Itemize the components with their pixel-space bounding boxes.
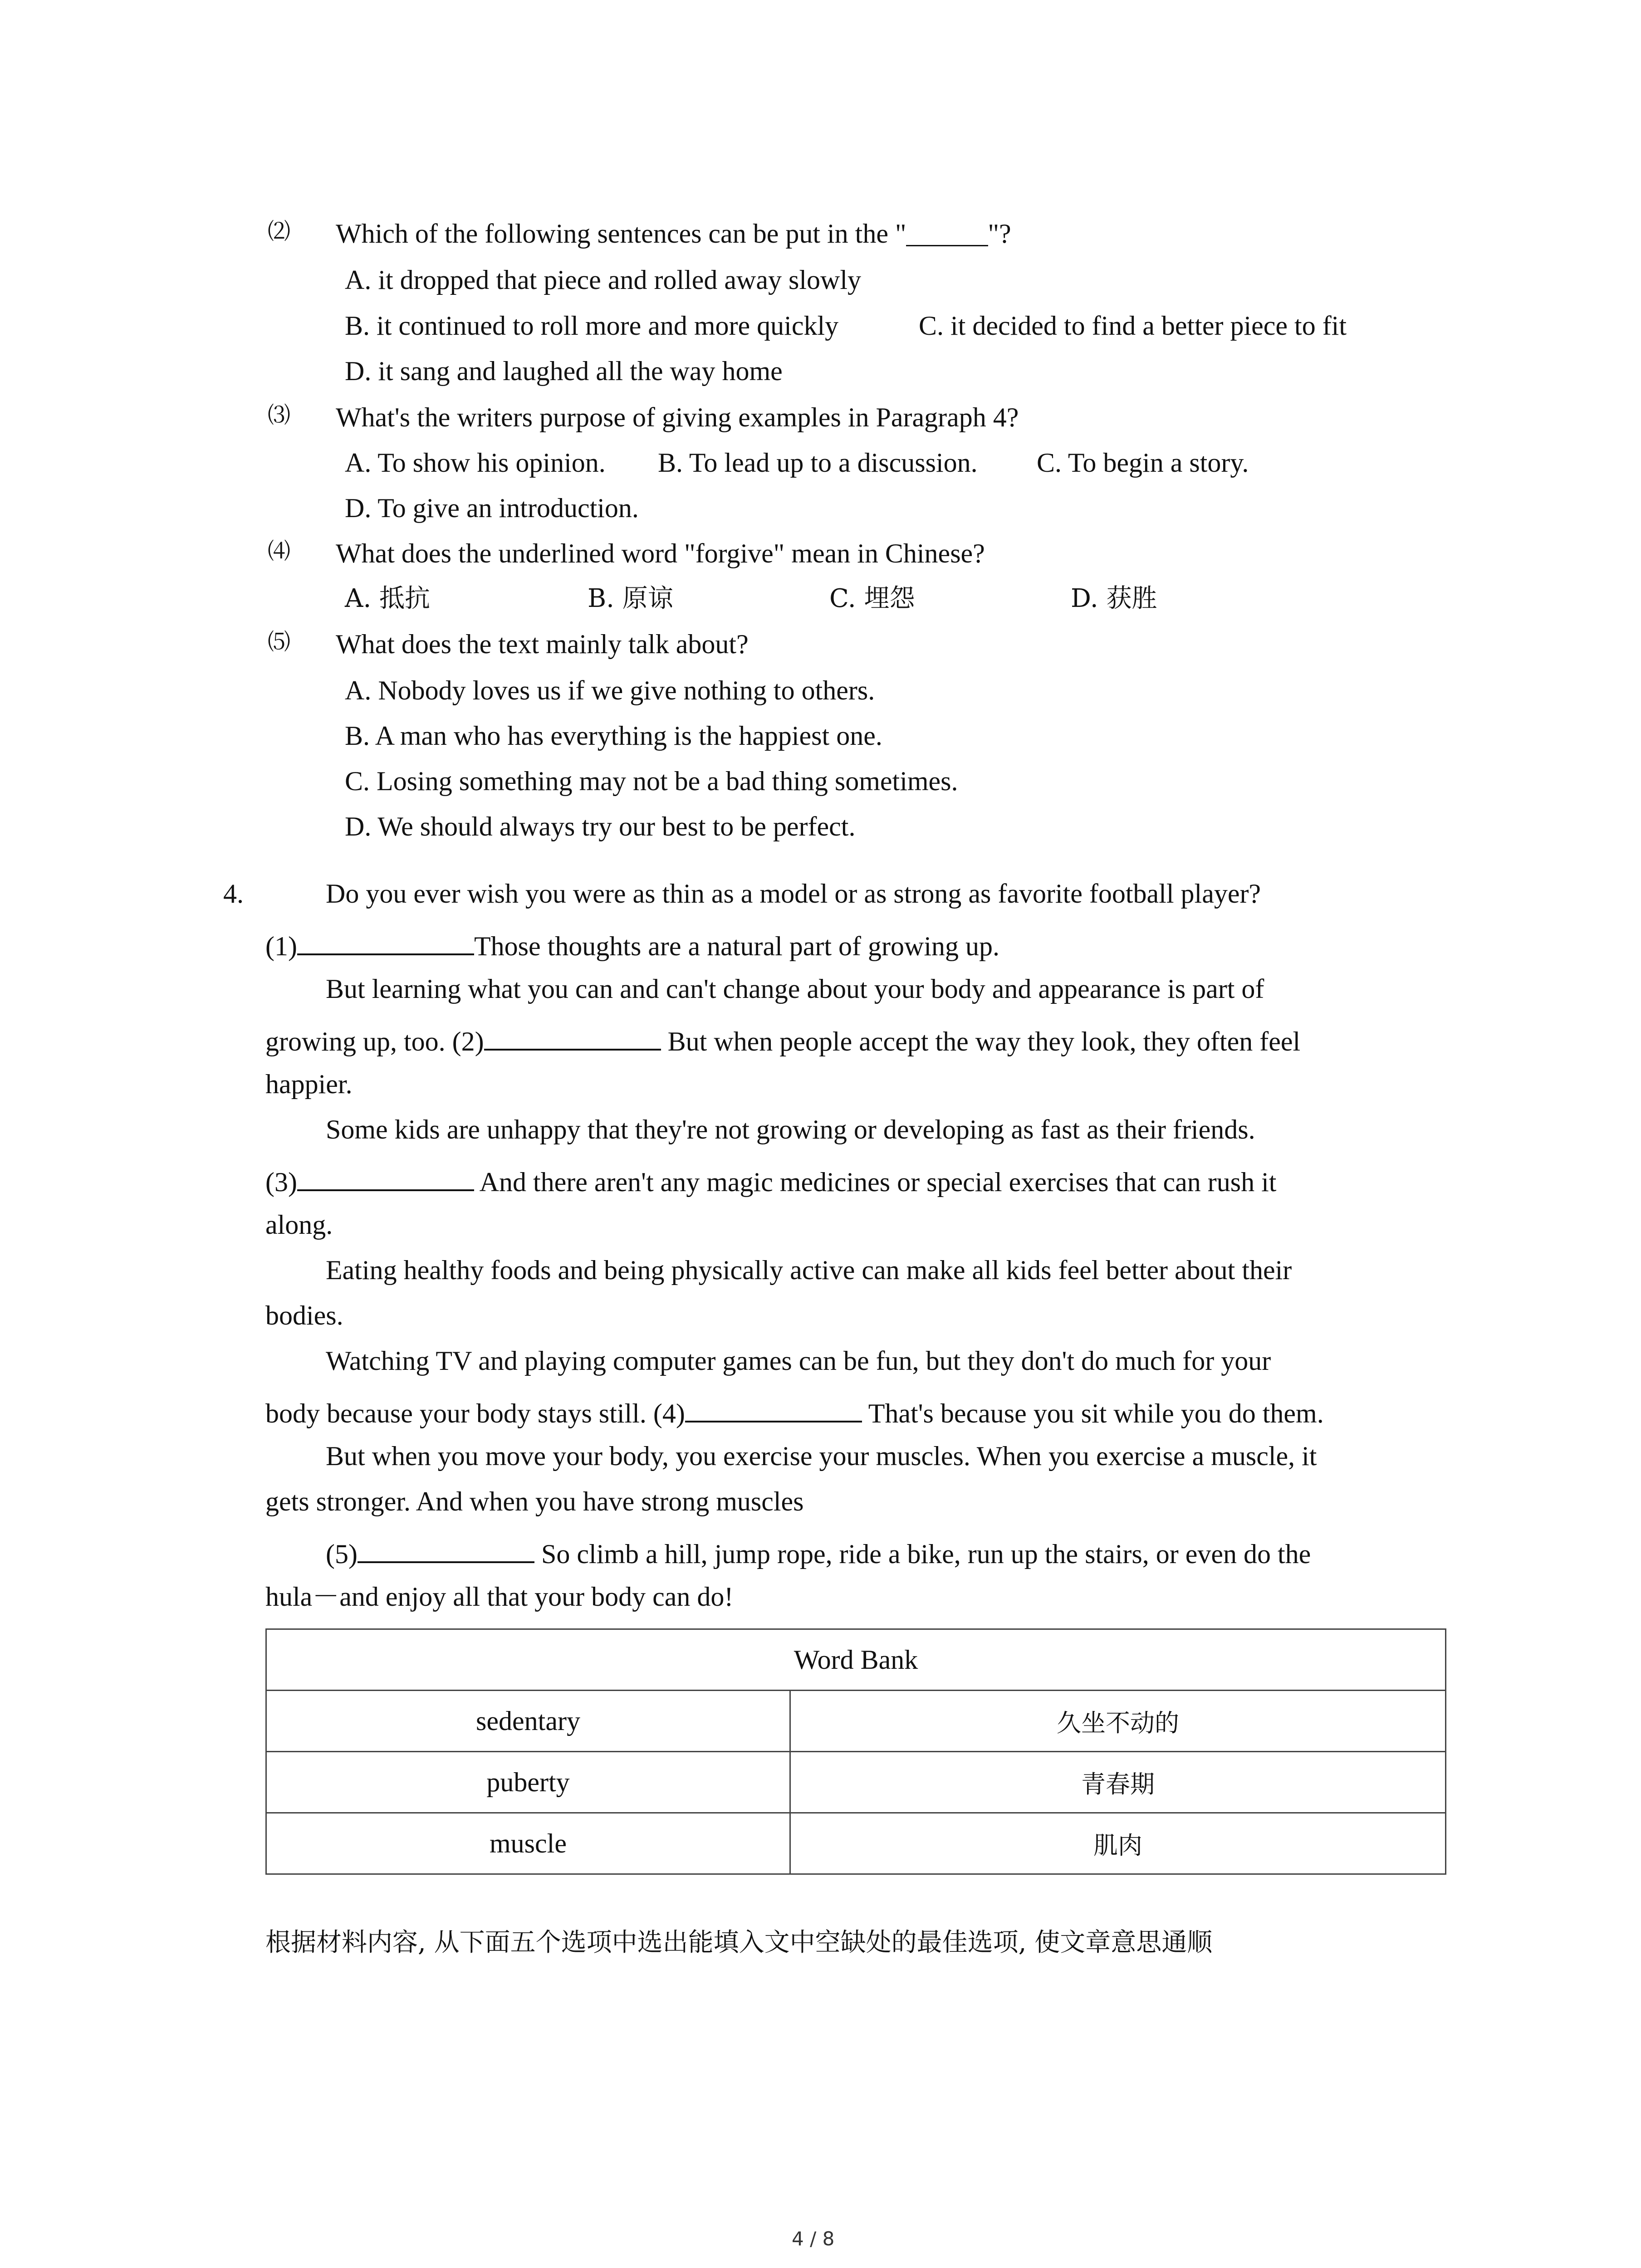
passage-text: That's because you sit while you do them. (862, 1398, 1324, 1428)
subquestion-number: ⑵ (268, 218, 290, 244)
passage-line: happier. (265, 1069, 353, 1099)
option-c: C. Losing something may not be a bad thing sometimes. (345, 766, 958, 796)
passage-line: Eating healthy foods and being physically active can make all kids feel better about their (326, 1255, 1292, 1285)
answer-blank[interactable] (297, 1166, 474, 1191)
passage-line: But when you move your body, you exercise your muscles. When you exercise a muscle, it (326, 1441, 1317, 1471)
word-en: muscle (266, 1813, 790, 1874)
passage-line: gets stronger. And when you have strong muscles (265, 1486, 804, 1516)
subquestion-stem: What does the underlined word "forgive" mean in Chinese? (336, 538, 985, 568)
word-zh: 肌肉 (790, 1813, 1446, 1874)
blank-label: (3) (265, 1167, 297, 1197)
blank-label: (1) (265, 931, 297, 961)
blank-label: (5) (326, 1539, 358, 1569)
option-d: D. We should always try our best to be perfect. (345, 811, 856, 841)
passage-line: hula－and enjoy all that your body can do! (265, 1582, 734, 1612)
table-row (266, 1813, 1446, 1874)
option-b: B. it continued to roll more and more quickly (345, 311, 839, 341)
passage-line (265, 1397, 1324, 1427)
passage-line: Do you ever wish you were as thin as a model or as strong as favorite football player? (326, 879, 1261, 909)
table-row (266, 1691, 1446, 1752)
question-number: 4. (223, 879, 244, 909)
option-a: A. 抵抗 (345, 584, 431, 613)
table-row (266, 1752, 1446, 1813)
passage-line (265, 1166, 1276, 1196)
option-a: A. To show his opinion. (345, 448, 606, 478)
subquestion-number: ⑸ (268, 629, 290, 655)
passage-text: body because your body stays still. (4) (265, 1398, 685, 1428)
word-zh: 久坐不动的 (790, 1691, 1446, 1752)
option-b: B. 原谅 (588, 584, 673, 613)
passage-text: So climb a hill, jump rope, ride a bike, run up the stairs, or even do the (534, 1539, 1311, 1569)
answer-blank[interactable] (484, 1025, 661, 1051)
passage-line (265, 1025, 1300, 1055)
option-d: D. To give an introduction. (345, 493, 639, 523)
word-en: puberty (266, 1752, 790, 1813)
passage-line: along. (265, 1210, 333, 1240)
passage-line (326, 1538, 1311, 1568)
option-c: C. To begin a story. (1037, 448, 1249, 478)
subquestion-stem: Which of the following sentences can be put in the "______"? (336, 219, 1011, 249)
word-bank-table (265, 1628, 1446, 1875)
subquestion-number: ⑶ (268, 402, 290, 428)
word-zh: 青春期 (790, 1752, 1446, 1813)
instruction-text: 根据材料内容, 从下面五个选项中选出能填入文中空缺处的最佳选项, 使文章意思通顺 (265, 1928, 1213, 1957)
subquestion-stem: What's the writers purpose of giving examples in Paragraph 4? (336, 402, 1019, 432)
subquestion-stem: What does the text mainly talk about? (336, 629, 749, 659)
passage-line: But learning what you can and can't change about your body and appearance is part of (326, 974, 1264, 1004)
passage-line: Some kids are unhappy that they're not growing or developing as fast as their friends. (326, 1114, 1255, 1144)
page-number: 4 / 8 (792, 2228, 835, 2250)
answer-blank[interactable] (685, 1397, 862, 1422)
option-b: B. To lead up to a discussion. (658, 448, 978, 478)
passage-text: growing up, too. (2) (265, 1026, 484, 1056)
option-c: C. it decided to find a better piece to fit (919, 311, 1347, 341)
passage-text: And there aren't any magic medicines or special exercises that can rush it (474, 1167, 1277, 1197)
option-a: A. it dropped that piece and rolled away slowly (345, 265, 862, 295)
word-bank-title: Word Bank (266, 1629, 1446, 1691)
option-d: D. 获胜 (1071, 584, 1157, 613)
option-c: C. 埋怨 (829, 584, 915, 613)
option-b: B. A man who has everything is the happiest one. (345, 721, 882, 751)
passage-text: But when people accept the way they look, they often feel (661, 1026, 1301, 1056)
answer-blank[interactable] (358, 1538, 534, 1563)
answer-blank[interactable] (297, 930, 474, 955)
passage-text: Those thoughts are a natural part of growing up. (474, 931, 999, 961)
passage-line: bodies. (265, 1300, 343, 1330)
table-row (266, 1629, 1446, 1691)
option-d: D. it sang and laughed all the way home (345, 356, 783, 386)
passage-line (265, 930, 999, 960)
passage-line: Watching TV and playing computer games can be fun, but they don't do much for your (326, 1346, 1271, 1376)
subquestion-number: ⑷ (268, 538, 290, 564)
option-a: A. Nobody loves us if we give nothing to others. (345, 675, 875, 705)
word-en: sedentary (266, 1691, 790, 1752)
